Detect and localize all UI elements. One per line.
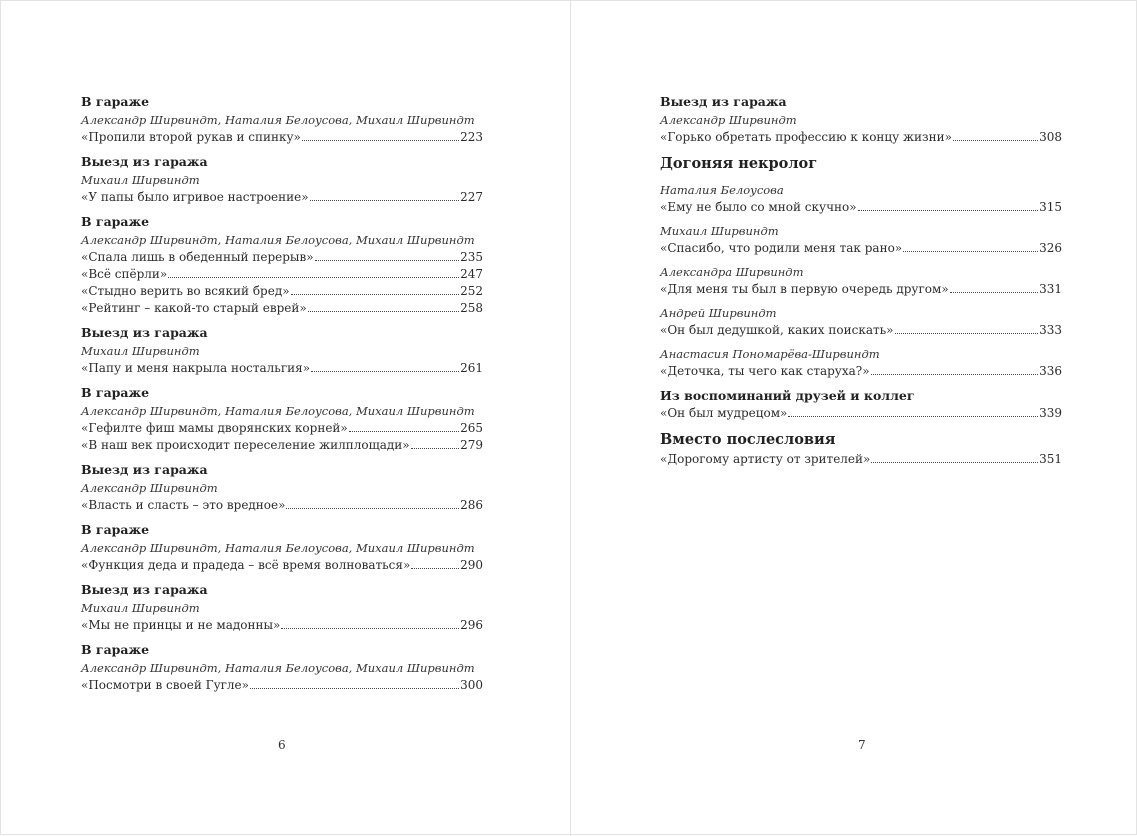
toc-entry bbox=[81, 266, 483, 283]
toc-entry bbox=[660, 240, 1062, 257]
section-title: Выезд из гаража bbox=[81, 582, 208, 597]
entry-page-number: 227 bbox=[460, 190, 483, 204]
dot-leader bbox=[858, 209, 1039, 211]
section-authors: Михаил Ширвиндт bbox=[81, 601, 200, 615]
entry-title: «Гефилте фиш мамы дворянских корней» bbox=[81, 421, 348, 435]
entry-title: «Пропили второй рукав и спинку» bbox=[81, 130, 301, 144]
section-title: В гараже bbox=[81, 522, 150, 537]
toc-section bbox=[81, 93, 483, 146]
entry-title: «Папу и меня накрыла ностальгия» bbox=[81, 361, 311, 375]
entry-title: «Горько обретать профессию к концу жизни» bbox=[660, 130, 952, 144]
dot-leader bbox=[871, 373, 1039, 375]
toc-entry bbox=[81, 557, 483, 574]
toc-entry bbox=[660, 322, 1062, 339]
section-authors: Андрей Ширвиндт bbox=[660, 306, 777, 320]
toc-entry bbox=[660, 129, 1062, 146]
entry-page-number: 331 bbox=[1039, 282, 1062, 296]
toc-entry bbox=[660, 281, 1062, 298]
entry-title: «Спасибо, что родили меня так рано» bbox=[660, 241, 903, 255]
dot-leader bbox=[168, 276, 459, 278]
dot-leader bbox=[411, 567, 459, 569]
page-number: 6 bbox=[278, 738, 286, 752]
table-of-contents bbox=[81, 93, 483, 701]
section-authors: Александр Ширвиндт, Наталия Белоусова, Михаил Ширвиндт bbox=[81, 541, 475, 555]
section-authors: Александр Ширвиндт, Наталия Белоусова, Михаил Ширвиндт bbox=[81, 233, 475, 247]
toc-section bbox=[660, 264, 1062, 298]
entry-page-number: 333 bbox=[1039, 323, 1062, 337]
toc-entry bbox=[660, 199, 1062, 216]
section-authors: Александра Ширвиндт bbox=[660, 265, 804, 279]
entry-title: «Функция деда и прадеда – всё время волноваться» bbox=[81, 558, 411, 572]
toc-entry bbox=[81, 617, 483, 634]
toc-entry bbox=[81, 249, 483, 266]
dot-leader bbox=[788, 415, 1038, 417]
entry-title: «Ему не было со мной скучно» bbox=[660, 200, 857, 214]
dot-leader bbox=[411, 447, 459, 449]
toc-entry bbox=[81, 437, 483, 454]
entry-page-number: 223 bbox=[460, 130, 483, 144]
entry-page-number: 300 bbox=[460, 678, 483, 692]
dot-leader bbox=[286, 507, 459, 509]
dot-leader bbox=[291, 293, 460, 295]
entry-page-number: 286 bbox=[460, 498, 483, 512]
section-title: Из воспоминаний друзей и коллег bbox=[660, 388, 915, 403]
entry-title: «Всё спёрли» bbox=[81, 267, 168, 281]
dot-leader bbox=[950, 291, 1038, 293]
dot-leader bbox=[953, 139, 1038, 141]
entry-title: «Посмотри в своей Гугле» bbox=[81, 678, 249, 692]
toc-section bbox=[660, 93, 1062, 146]
entry-title: «В наш век происходит переселение жилплощади» bbox=[81, 438, 410, 452]
toc-section bbox=[660, 223, 1062, 257]
entry-title: «Мы не принцы и не мадонны» bbox=[81, 618, 281, 632]
dot-leader bbox=[311, 370, 459, 372]
toc-section bbox=[81, 213, 483, 317]
toc-section bbox=[660, 346, 1062, 380]
entry-title: «Он был дедушкой, каких поискать» bbox=[660, 323, 894, 337]
entry-title: «Он был мудрецом» bbox=[660, 406, 788, 420]
right-page bbox=[571, 1, 1137, 836]
entry-page-number: 315 bbox=[1039, 200, 1062, 214]
section-authors: Александр Ширвиндт, Наталия Белоусова, Михаил Ширвиндт bbox=[81, 661, 475, 675]
entry-title: «Власть и сласть – это вредное» bbox=[81, 498, 286, 512]
toc-section bbox=[660, 387, 1062, 422]
section-authors: Наталия Белоусова bbox=[660, 183, 784, 197]
entry-page-number: 308 bbox=[1039, 130, 1062, 144]
section-title: Выезд из гаража bbox=[81, 154, 208, 169]
dot-leader bbox=[895, 332, 1039, 334]
section-title: В гараже bbox=[81, 385, 150, 400]
dot-leader bbox=[310, 199, 459, 201]
section-authors: Михаил Ширвиндт bbox=[81, 173, 200, 187]
section-authors: Анастасия Пономарёва-Ширвиндт bbox=[660, 347, 880, 361]
toc-section bbox=[81, 324, 483, 377]
section-title: Выезд из гаража bbox=[81, 462, 208, 477]
toc-entry bbox=[660, 405, 1062, 422]
section-title: В гараже bbox=[81, 214, 150, 229]
dot-leader bbox=[315, 259, 460, 261]
left-page bbox=[1, 1, 570, 836]
toc-section bbox=[81, 521, 483, 574]
section-authors: Александр Ширвиндт bbox=[660, 113, 797, 127]
toc-entry bbox=[660, 451, 1062, 468]
toc-entry bbox=[81, 300, 483, 317]
section-title: Вместо послесловия bbox=[660, 431, 836, 448]
entry-title: «Для меня ты был в первую очередь другом» bbox=[660, 282, 949, 296]
section-title: В гараже bbox=[81, 642, 150, 657]
entry-title: «Рейтинг – какой-то старый еврей» bbox=[81, 301, 307, 315]
dot-leader bbox=[871, 461, 1038, 463]
dot-leader bbox=[349, 430, 459, 432]
entry-title: «У папы было игривое настроение» bbox=[81, 190, 309, 204]
toc-entry bbox=[81, 283, 483, 300]
entry-page-number: 336 bbox=[1039, 364, 1062, 378]
page-number: 7 bbox=[858, 738, 866, 752]
section-title: Выезд из гаража bbox=[81, 325, 208, 340]
dot-leader bbox=[308, 310, 459, 312]
table-of-contents bbox=[660, 93, 1062, 475]
toc-entry bbox=[81, 420, 483, 437]
toc-entry bbox=[81, 497, 483, 514]
toc-entry bbox=[81, 677, 483, 694]
entry-page-number: 290 bbox=[460, 558, 483, 572]
entry-page-number: 252 bbox=[460, 284, 483, 298]
entry-page-number: 265 bbox=[460, 421, 483, 435]
entry-page-number: 279 bbox=[460, 438, 483, 452]
entry-page-number: 296 bbox=[460, 618, 483, 632]
entry-page-number: 351 bbox=[1039, 452, 1062, 466]
section-title: В гараже bbox=[81, 94, 150, 109]
section-authors: Михаил Ширвиндт bbox=[660, 224, 779, 238]
entry-page-number: 339 bbox=[1039, 406, 1062, 420]
entry-page-number: 261 bbox=[460, 361, 483, 375]
entry-title: «Деточка, ты чего как старуха?» bbox=[660, 364, 870, 378]
toc-section bbox=[660, 153, 1062, 175]
toc-section bbox=[660, 305, 1062, 339]
entry-page-number: 247 bbox=[460, 267, 483, 281]
section-authors: Михаил Ширвиндт bbox=[81, 344, 200, 358]
entry-title: «Дорогому артисту от зрителей» bbox=[660, 452, 871, 466]
entry-page-number: 326 bbox=[1039, 241, 1062, 255]
entry-page-number: 235 bbox=[460, 250, 483, 264]
section-authors: Александр Ширвиндт, Наталия Белоусова, Михаил Ширвиндт bbox=[81, 404, 475, 418]
toc-section bbox=[660, 182, 1062, 216]
toc-section bbox=[81, 581, 483, 634]
toc-section bbox=[660, 429, 1062, 468]
toc-entry bbox=[81, 189, 483, 206]
dot-leader bbox=[281, 627, 459, 629]
entry-title: «Стыдно верить во всякий бред» bbox=[81, 284, 290, 298]
dot-leader bbox=[903, 250, 1038, 252]
section-title: Догоняя некролог bbox=[660, 155, 818, 172]
toc-section bbox=[81, 461, 483, 514]
dot-leader bbox=[250, 687, 459, 689]
toc-entry bbox=[81, 360, 483, 377]
dot-leader bbox=[302, 139, 459, 141]
section-authors: Александр Ширвиндт bbox=[81, 481, 218, 495]
entry-page-number: 258 bbox=[460, 301, 483, 315]
toc-section bbox=[81, 384, 483, 454]
toc-section bbox=[81, 153, 483, 206]
entry-title: «Спала лишь в обеденный перерыв» bbox=[81, 250, 314, 264]
toc-section bbox=[81, 641, 483, 694]
toc-entry bbox=[81, 129, 483, 146]
section-title: Выезд из гаража bbox=[660, 94, 787, 109]
section-authors: Александр Ширвиндт, Наталия Белоусова, Михаил Ширвиндт bbox=[81, 113, 475, 127]
toc-entry bbox=[660, 363, 1062, 380]
